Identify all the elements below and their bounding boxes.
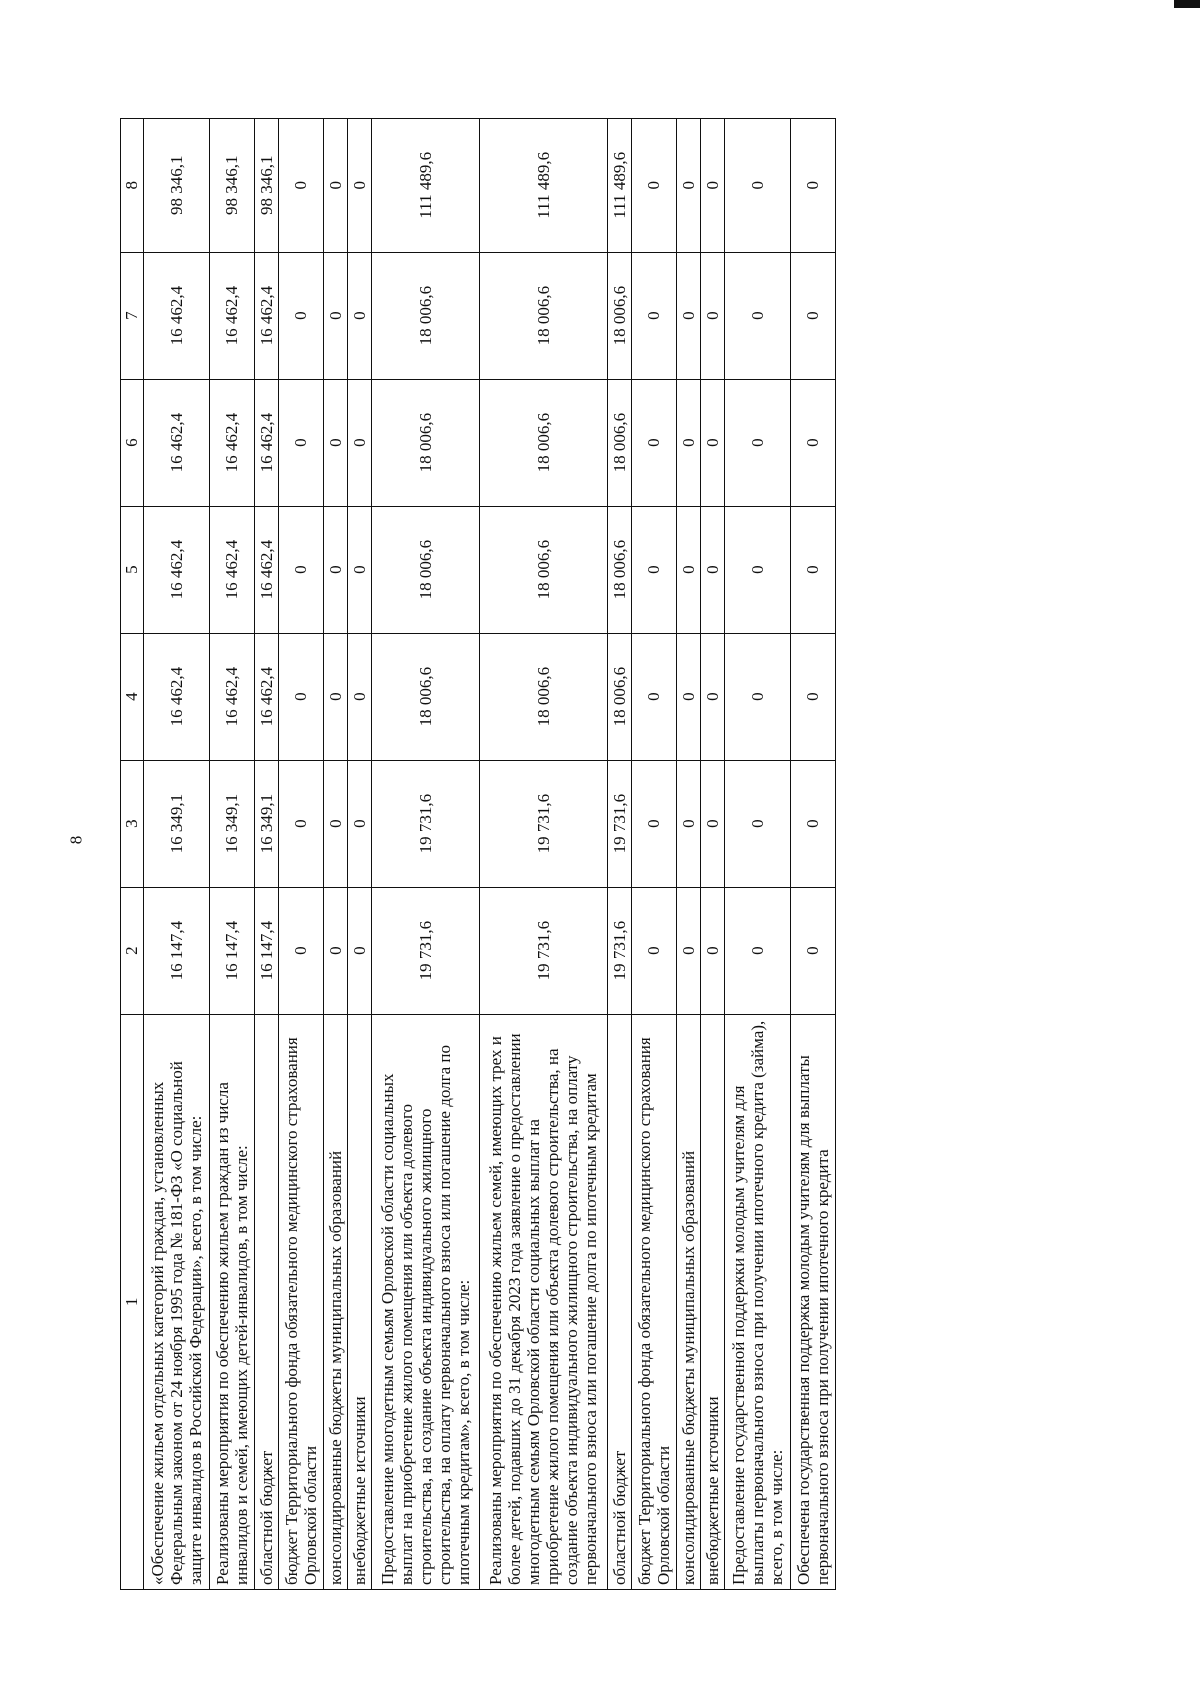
row-description: Реализованы мероприятия по обеспечению жильем семей, имеющих трех и более детей, подавших до 31 декабря 2023 года заявление о предоставлении многодетным семьям Орловской области социальных выплат на приобретение жилого помещения или объекта долевого строительства, на создание объекта индивидуального жилищного строительства, на оплату первоначального взноса или погашение долга по ипотечным кредитам [479, 1014, 607, 1589]
row-value: 0 [631, 506, 676, 633]
row-value: 0 [676, 887, 700, 1014]
column-header: 5 [121, 506, 144, 633]
row-description: консолидированные бюджеты муниципальных образований [676, 1014, 700, 1589]
row-value: 16 462,4 [209, 379, 254, 506]
row-value: 0 [278, 887, 323, 1014]
row-value: 0 [790, 119, 835, 253]
row-value: 0 [278, 119, 323, 253]
row-description: Обеспечена государственная поддержка молодым учителям для выплаты первоначального взноса при получении ипотечного кредита [790, 1014, 835, 1589]
row-value: 98 346,1 [254, 119, 278, 253]
table-row [347, 119, 371, 1590]
table-row [790, 119, 835, 1590]
row-value: 18 006,6 [607, 506, 631, 633]
row-description: бюджет Территориального фонда обязательного медицинского страхования Орловской области [631, 1014, 676, 1589]
row-value: 18 006,6 [372, 252, 479, 379]
row-value: 0 [790, 506, 835, 633]
row-value: 18 006,6 [479, 379, 607, 506]
row-value: 19 731,6 [607, 887, 631, 1014]
row-value: 16 462,4 [254, 252, 278, 379]
row-value: 16 462,4 [209, 633, 254, 760]
row-value: 0 [676, 379, 700, 506]
row-value: 0 [676, 633, 700, 760]
row-description: бюджет Территориального фонда обязательного медицинского страхования Орловской области [278, 1014, 323, 1589]
row-value: 16 462,4 [254, 633, 278, 760]
row-value: 16 462,4 [209, 252, 254, 379]
row-value: 0 [700, 379, 724, 506]
row-value: 0 [700, 633, 724, 760]
table-row [278, 119, 323, 1590]
row-value: 0 [700, 119, 724, 253]
row-value: 16 349,1 [209, 760, 254, 887]
row-value: 0 [347, 887, 371, 1014]
row-value: 0 [725, 119, 791, 253]
row-value: 0 [323, 119, 347, 253]
row-value: 16 349,1 [144, 760, 210, 887]
row-value: 18 006,6 [479, 252, 607, 379]
page-number: 8 [66, 835, 86, 845]
row-value: 16 147,4 [144, 887, 210, 1014]
row-value: 0 [725, 506, 791, 633]
row-value: 0 [347, 506, 371, 633]
row-value: 0 [700, 252, 724, 379]
row-value: 0 [278, 252, 323, 379]
row-value: 0 [725, 252, 791, 379]
scan-edge-mark [1174, 0, 1200, 8]
row-value: 0 [323, 887, 347, 1014]
row-value: 16 462,4 [144, 252, 210, 379]
row-value: 0 [323, 379, 347, 506]
row-description: внебюджетные источники [347, 1014, 371, 1589]
row-value: 0 [323, 252, 347, 379]
column-header: 7 [121, 252, 144, 379]
row-value: 0 [790, 887, 835, 1014]
row-value: 0 [725, 633, 791, 760]
row-value: 0 [347, 760, 371, 887]
table-body [144, 119, 836, 1590]
row-value: 0 [676, 252, 700, 379]
row-value: 19 731,6 [372, 760, 479, 887]
row-value: 0 [725, 379, 791, 506]
row-value: 0 [278, 379, 323, 506]
column-header: 8 [121, 119, 144, 253]
table-row [700, 119, 724, 1590]
rotated-table-sheet [120, 118, 836, 1590]
row-value: 0 [347, 119, 371, 253]
row-value: 16 462,4 [144, 633, 210, 760]
row-value: 0 [700, 887, 724, 1014]
row-value: 0 [790, 760, 835, 887]
table-row [479, 119, 607, 1590]
row-value: 0 [725, 760, 791, 887]
row-value: 0 [631, 379, 676, 506]
row-value: 0 [790, 379, 835, 506]
table-row [144, 119, 210, 1590]
row-value: 0 [700, 760, 724, 887]
row-value: 0 [631, 887, 676, 1014]
row-value: 98 346,1 [144, 119, 210, 253]
row-value: 19 731,6 [479, 887, 607, 1014]
row-value: 18 006,6 [372, 633, 479, 760]
row-value: 0 [725, 887, 791, 1014]
row-value: 18 006,6 [372, 379, 479, 506]
row-value: 0 [790, 633, 835, 760]
row-description: Реализованы мероприятия по обеспечению жильем граждан из числа инвалидов и семей, имеющих детей-инвалидов, в том числе: [209, 1014, 254, 1589]
row-value: 18 006,6 [372, 506, 479, 633]
row-description: Предоставление государственной поддержки молодым учителям для выплаты первоначального взноса при получении ипотечного кредита (займа), всего, в том числе: [725, 1014, 791, 1589]
column-header: 3 [121, 760, 144, 887]
row-value: 18 006,6 [607, 379, 631, 506]
table-row [607, 119, 631, 1590]
row-description: областной бюджет [607, 1014, 631, 1589]
row-value: 0 [278, 506, 323, 633]
row-value: 18 006,6 [479, 633, 607, 760]
column-header: 2 [121, 887, 144, 1014]
row-value: 98 346,1 [209, 119, 254, 253]
row-value: 0 [700, 506, 724, 633]
row-value: 0 [631, 760, 676, 887]
row-value: 0 [347, 379, 371, 506]
table-row [323, 119, 347, 1590]
row-value: 16 147,4 [209, 887, 254, 1014]
table-row [676, 119, 700, 1590]
row-value: 0 [631, 252, 676, 379]
row-value: 0 [347, 633, 371, 760]
row-value: 0 [676, 119, 700, 253]
row-value: 16 349,1 [254, 760, 278, 887]
row-value: 0 [790, 252, 835, 379]
row-value: 18 006,6 [607, 633, 631, 760]
row-value: 18 006,6 [607, 252, 631, 379]
row-value: 16 147,4 [254, 887, 278, 1014]
row-value: 0 [347, 252, 371, 379]
row-value: 111 489,6 [607, 119, 631, 253]
row-value: 0 [323, 506, 347, 633]
row-description: консолидированные бюджеты муниципальных образований [323, 1014, 347, 1589]
row-value: 16 462,4 [254, 379, 278, 506]
row-value: 0 [323, 633, 347, 760]
column-header: 6 [121, 379, 144, 506]
table-row [209, 119, 254, 1590]
row-value: 0 [278, 760, 323, 887]
row-value: 16 462,4 [144, 379, 210, 506]
row-value: 111 489,6 [479, 119, 607, 253]
row-value: 16 462,4 [254, 506, 278, 633]
row-value: 19 731,6 [479, 760, 607, 887]
row-value: 0 [676, 760, 700, 887]
table-row [254, 119, 278, 1590]
row-value: 16 462,4 [209, 506, 254, 633]
row-value: 0 [631, 119, 676, 253]
row-description: областной бюджет [254, 1014, 278, 1589]
row-value: 0 [676, 506, 700, 633]
header-row [121, 119, 144, 1590]
row-description: внебюджетные источники [700, 1014, 724, 1589]
row-description: «Обеспечение жильем отдельных категорий граждан, установленных Федеральным законом от 24 ноября 1995 года № 181-ФЗ «О социальной защите инвалидов в Российской Федерации», всего, в том числе: [144, 1014, 210, 1589]
budget-table [120, 118, 836, 1590]
row-value: 111 489,6 [372, 119, 479, 253]
row-value: 0 [323, 760, 347, 887]
table-row [372, 119, 479, 1590]
table-row [631, 119, 676, 1590]
row-value: 16 462,4 [144, 506, 210, 633]
row-value: 0 [631, 633, 676, 760]
column-header: 1 [121, 1014, 144, 1589]
row-value: 19 731,6 [607, 760, 631, 887]
column-header: 4 [121, 633, 144, 760]
row-value: 18 006,6 [479, 506, 607, 633]
row-value: 0 [278, 633, 323, 760]
table-row [725, 119, 791, 1590]
row-description: Предоставление многодетным семьям Орловской области социальных выплат на приобретение жилого помещения или объекта долевого строительства, на создание объекта индивидуального жилищного строительства, на оплату первоначального взноса или погашение долга по ипотечным кредитам», всего, в том числе: [372, 1014, 479, 1589]
row-value: 19 731,6 [372, 887, 479, 1014]
